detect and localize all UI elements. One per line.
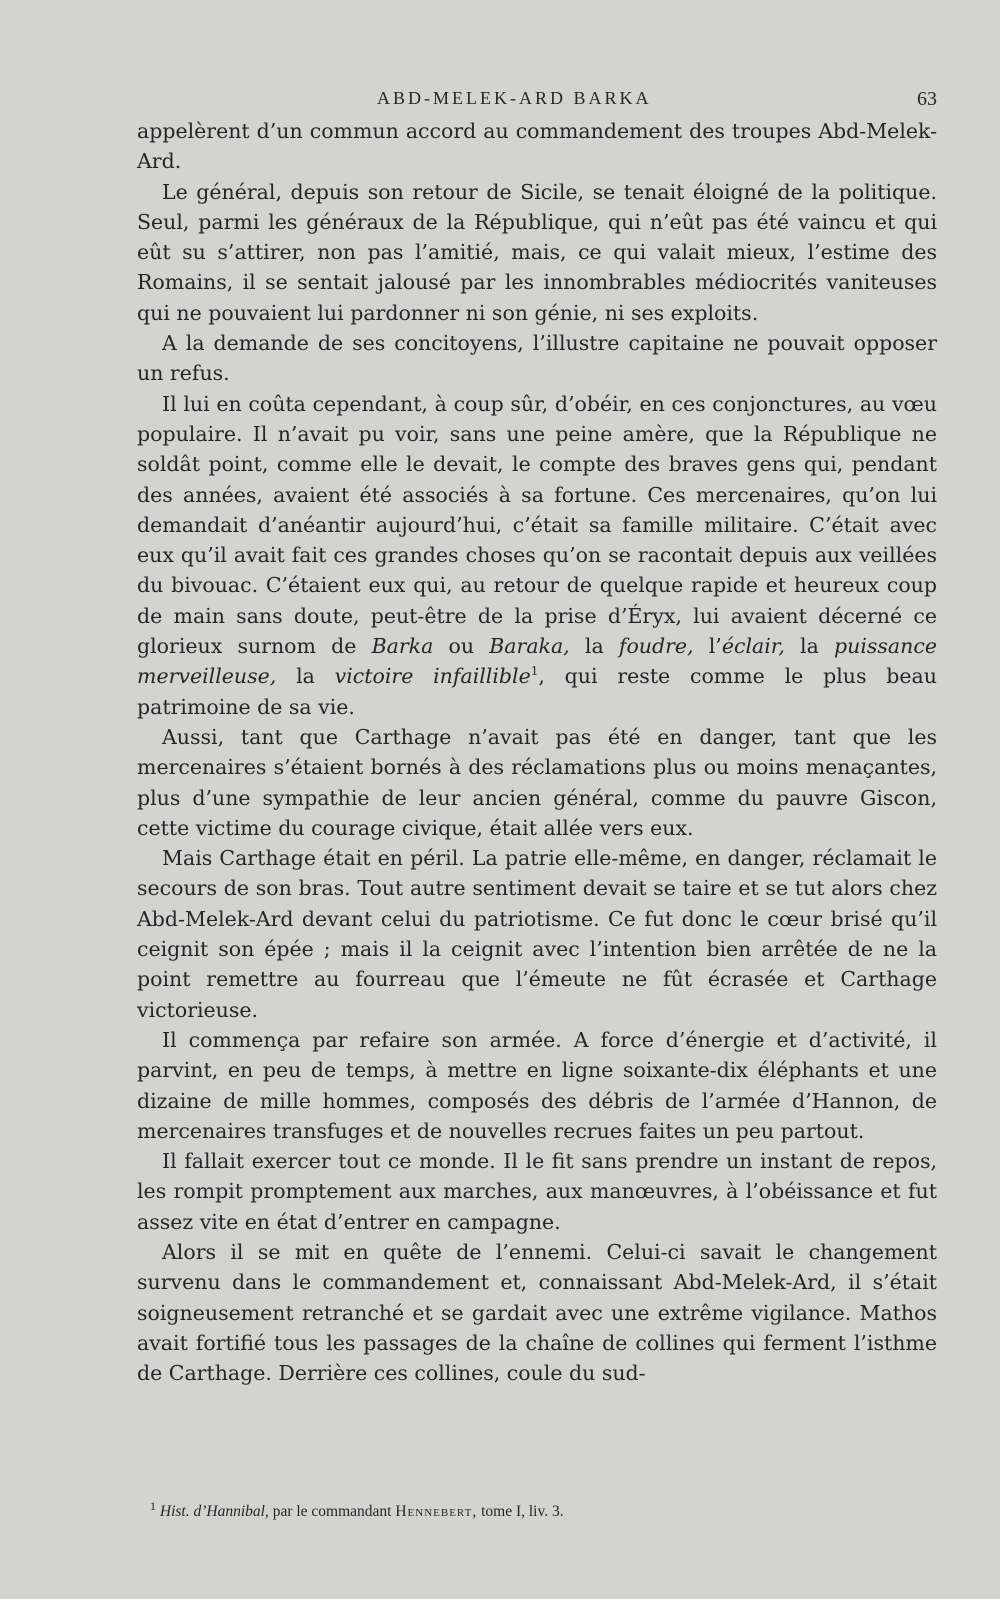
italic-term: puissance merveilleuse, — [137, 634, 937, 689]
footnote-number: 1 — [150, 1498, 156, 1513]
paragraph-text: , qui reste comme le plus beau patrimoine de sa vie. — [137, 664, 937, 719]
italic-term: Baraka, — [489, 634, 570, 659]
paragraph — [137, 389, 937, 722]
footnote — [150, 1498, 930, 1521]
paragraph: Aussi, tant que Carthage n’avait pas été en danger, tant que les mercenaires s’étaient bornés à des réclamations plus ou moins menaçantes, plus d’une sympathie de leur ancien général, comme du pauvre Giscon, cette victime du courage civique, était allée vers eux. — [137, 724, 937, 840]
paragraph: Il commença par refaire son armée. A force d’énergie et d’activité, il parvint, en peu de temps, à mettre en ligne soixante-dix éléphants et une dizaine de mille hommes, composés des débris de l’armée d’Hannon, de mercenaires transfuges et de nouvelles recrues faites un peu partout. — [137, 1027, 937, 1143]
footnote-author: Hennebert, — [395, 1503, 478, 1520]
footnote-text: par le commandant — [272, 1503, 392, 1520]
paragraph: Il fallait exercer tout ce monde. Il le fit sans prendre un instant de repos, les rompit promptement aux marches, aux manœuvres, à l’obéissance et fut assez vite en état d’entrer en campagne. — [137, 1149, 937, 1234]
paragraph-text: Il lui en coûta cependant, à coup sûr, d’obéir, en ces conjonctures, au vœu populaire. Il n’avait pu voir, sans une peine amère, que la République ne soldât point, comme elle le devait, le compte des braves gens qui, pendant des années, avaient été associés à sa fortune. Ces mercenaires, qu’on lui demandait d’anéantir aujourd’hui, c’était sa famille militaire. C’était avec eux qu’il avait fait ces grandes choses qu’on se racontait depuis aux veillées du bivouac. C’étaient eux qui, au retour de quelque rapide et heureux coup de main sans doute, peut-être de la prise d’Éryx, lui avaient décerné ce glorieux surnom de — [137, 391, 937, 659]
italic-term: Barka — [371, 634, 434, 659]
paragraph-text: la — [296, 664, 315, 689]
italic-term: foudre, — [618, 634, 694, 659]
paragraph: Mais Carthage était en péril. La patrie elle-même, en danger, réclamait le secours de son bras. Tout autre sentiment devait se taire et se tut alors chez Abd-Melek-Ard devant celui du patriotisme. Ce fut donc le cœur brisé qu’il ceignit son épée ; mais il la ceignit avec l’intention bien arrêtée de ne la point remettre au fourreau que l’émeute ne fût écrasée et Carthage victorieuse. — [137, 846, 937, 1022]
footnote-title: Hist. d’Hannibal, — [159, 1503, 269, 1520]
italic-term: éclair, — [721, 634, 785, 659]
paragraph-text: l’ — [708, 634, 722, 659]
paragraph: Le général, depuis son retour de Sicile, se tenait éloigné de la politique. Seul, parmi les généraux de la République, qui n’eût pas été vaincu et qui eût su s’attirer, non pas l’amitié, mais, ce qui valait mieux, l’estime des Romains, il se sentait jalousé par les innombrables médiocrités vaniteuses qui ne pouvaient lui pardonner ni son génie, ni ses exploits. — [137, 179, 937, 325]
page-number: 63 — [917, 88, 937, 110]
body-text — [137, 116, 937, 1388]
paragraph: appelèrent d’un commun accord au commandement des troupes Abd-Melek-Ard. — [137, 119, 937, 174]
running-head — [137, 78, 937, 116]
running-title: ABD-MELEK-ARD BARKA — [377, 88, 652, 108]
paragraph-text: la — [800, 634, 819, 659]
paragraph: A la demande de ses concitoyens, l’illustre capitaine ne pouvait opposer un refus. — [137, 331, 937, 386]
italic-term: victoire infaillible — [334, 664, 531, 689]
paragraph: Alors il se mit en quête de l’ennemi. Celui-ci savait le changement survenu dans le commandement et, connaissant Abd-Melek-Ard, il s’était soigneusement retranché et se gardait avec une extrême vigilance. Mathos avait fortifié tous les passages de la chaîne de collines qui ferment l’isthme de Carthage. Derrière ces collines, coule du sud- — [137, 1239, 937, 1386]
footnote-text: tome I, liv. 3. — [481, 1503, 564, 1520]
page — [137, 78, 937, 1388]
paragraph-text: la — [584, 634, 604, 659]
paragraph-text: ou — [448, 634, 475, 659]
footnote-marker: 1 — [530, 664, 539, 679]
